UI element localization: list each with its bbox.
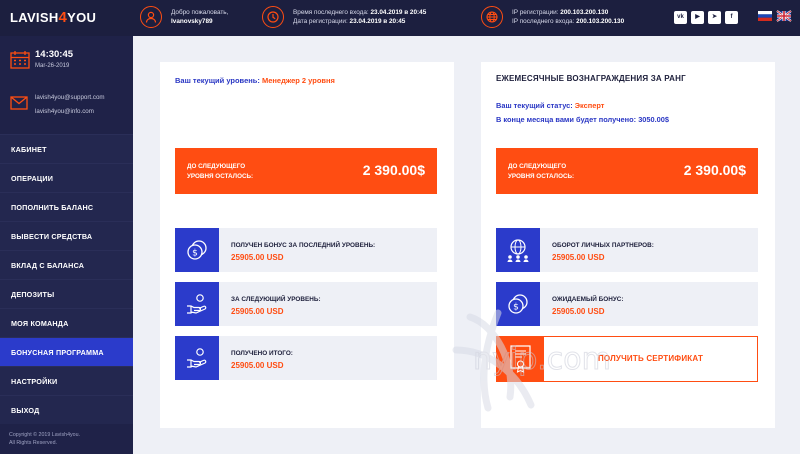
sidebar-item-deposit-from-balance[interactable]: ВКЛАД С БАЛАНСА: [0, 250, 133, 279]
facebook-icon[interactable]: f: [725, 11, 738, 24]
month-end-label: В конце месяца вами будет получено:: [496, 115, 637, 124]
partners-turnover-row: [496, 228, 758, 272]
row-label: ОЖИДАЕМЫЙ БОНУС:: [552, 296, 624, 303]
logo-text: LAVISH: [10, 10, 59, 25]
sidebar-item-withdraw[interactable]: ВЫВЕСТИ СРЕДСТВА: [0, 221, 133, 250]
ip-reg-label: IP регистрации:: [512, 9, 559, 16]
globe-icon: [481, 6, 503, 28]
sidebar-menu: [0, 134, 133, 424]
row-value: 25905.00 USD: [552, 253, 605, 262]
sidebar-item-cabinet[interactable]: КАБИНЕТ: [0, 134, 133, 163]
username: Ivanovsky789: [171, 18, 213, 25]
sidebar-item-top-up-balance[interactable]: ПОПОЛНИТЬ БАЛАНС: [0, 192, 133, 221]
current-status-label: Ваш текущий статус:: [496, 101, 573, 110]
row-label: ПОЛУЧЕНО ИТОГО:: [231, 350, 293, 357]
hand-coins-icon: [175, 336, 219, 380]
logo-number: 4: [58, 9, 68, 26]
svg-text:$: $: [513, 302, 519, 313]
current-level-label: Ваш текущий уровень:: [175, 76, 260, 85]
ru-flag-icon[interactable]: [758, 11, 772, 21]
mail-icon: [10, 96, 28, 110]
last-login-value: 23.04.2019 в 20:45: [370, 9, 427, 16]
last-level-bonus-row: [175, 228, 437, 272]
youtube-icon[interactable]: ▶: [691, 11, 704, 24]
logo[interactable]: [10, 9, 96, 26]
email-support-link[interactable]: lavish4you@support.com: [35, 94, 105, 101]
month-end-value: 3050.00$: [638, 115, 670, 124]
next-rank-label-1: ДО СЛЕДУЮЩЕГО: [508, 163, 567, 170]
sidebar-item-deposits[interactable]: ДЕПОЗИТЫ: [0, 279, 133, 308]
sidebar-item-settings[interactable]: НАСТРОЙКИ: [0, 366, 133, 395]
ip-reg-value: 200.103.200.130: [560, 9, 609, 16]
next-rank-amount: 2 390.00$: [683, 162, 746, 178]
en-flag-icon[interactable]: [777, 11, 791, 21]
current-status: [496, 101, 604, 110]
row-label: ОБОРОТ ЛИЧНЫХ ПАРТНЕРОВ:: [552, 242, 654, 249]
sidebar-item-logout[interactable]: ВЫХОД: [0, 395, 133, 424]
email-info-link[interactable]: lavish4you@info.com: [35, 108, 94, 115]
row-label: ПОЛУЧЕН БОНУС ЗА ПОСЛЕДНИЙ УРОВЕНЬ:: [231, 242, 376, 249]
row-label: ЗА СЛЕДУЮЩИЙ УРОВЕНЬ:: [231, 296, 321, 303]
svg-text:$: $: [192, 248, 198, 259]
watermark-text: nyip.com: [473, 342, 611, 377]
rank-rewards-panel: [481, 62, 775, 428]
next-level-remaining-box: [175, 148, 437, 194]
last-login-label: Время последнего входа:: [293, 9, 369, 16]
vk-icon[interactable]: vk: [674, 11, 687, 24]
sidebar-item-my-team[interactable]: МОЯ КОМАНДА: [0, 308, 133, 337]
total-received-row: [175, 336, 437, 380]
user-icon: [140, 6, 162, 28]
rank-rewards-title: ЕЖЕМЕСЯЧНЫЕ ВОЗНАГРАЖДЕНИЯ ЗА РАНГ: [496, 74, 686, 83]
current-status-value: Эксперт: [574, 101, 605, 110]
reg-date-value: 23.04.2019 в 20:45: [349, 18, 406, 25]
row-value: 25905.00 USD: [552, 307, 605, 316]
row-value: 25905.00 USD: [231, 253, 284, 262]
next-rank-remaining-box: [496, 148, 758, 194]
logo-text-2: YOU: [67, 10, 97, 25]
certificate-row: [496, 336, 758, 382]
next-level-label-1: ДО СЛЕДУЮЩЕГО: [187, 163, 246, 170]
level-panel: [160, 62, 454, 428]
certificate-icon: [497, 337, 544, 381]
next-level-label-2: УРОВНЯ ОСТАЛОСЬ:: [187, 173, 254, 180]
clock-icon: [262, 6, 284, 28]
copyright: [9, 431, 80, 447]
welcome-label: Добро пожаловать,: [171, 9, 229, 16]
coins-icon: [175, 228, 219, 272]
sidebar-item-bonus-program[interactable]: БОНУСНАЯ ПРОГРАММА: [0, 337, 133, 366]
calendar-icon: [10, 50, 30, 70]
globe-people-icon: [496, 228, 540, 272]
clock-date: Mar-26-2019: [35, 63, 70, 69]
hand-coins-icon: [175, 282, 219, 326]
next-level-amount: 2 390.00$: [362, 162, 425, 178]
telegram-icon[interactable]: ➤: [708, 11, 721, 24]
copyright-line-1: Copyright © 2019 Lavish4you.: [9, 432, 81, 438]
next-level-bonus-row: [175, 282, 437, 326]
ip-last-label: IP последнего входа:: [512, 18, 575, 25]
coins-icon: [496, 282, 540, 326]
next-rank-label-2: УРОВНЯ ОСТАЛОСЬ:: [508, 173, 575, 180]
get-certificate-button[interactable]: ПОЛУЧИТЬ СЕРТИФИКАТ: [597, 354, 704, 363]
ip-last-value: 200.103.200.130: [576, 18, 625, 25]
sidebar: [0, 36, 133, 454]
sidebar-item-operations[interactable]: ОПЕРАЦИИ: [0, 163, 133, 192]
month-end-payout: [496, 115, 669, 124]
reg-date-label: Дата регистрации:: [293, 18, 348, 25]
current-level: [175, 76, 335, 85]
row-value: 25905.00 USD: [231, 307, 284, 316]
row-value: 25905.00 USD: [231, 361, 284, 370]
expected-bonus-row: [496, 282, 758, 326]
top-bar: [0, 0, 800, 36]
copyright-line-2: All Rights Reserved.: [9, 440, 57, 446]
current-level-value: Менеджер 2 уровня: [261, 76, 335, 85]
clock-time: 14:30:45: [35, 49, 74, 60]
